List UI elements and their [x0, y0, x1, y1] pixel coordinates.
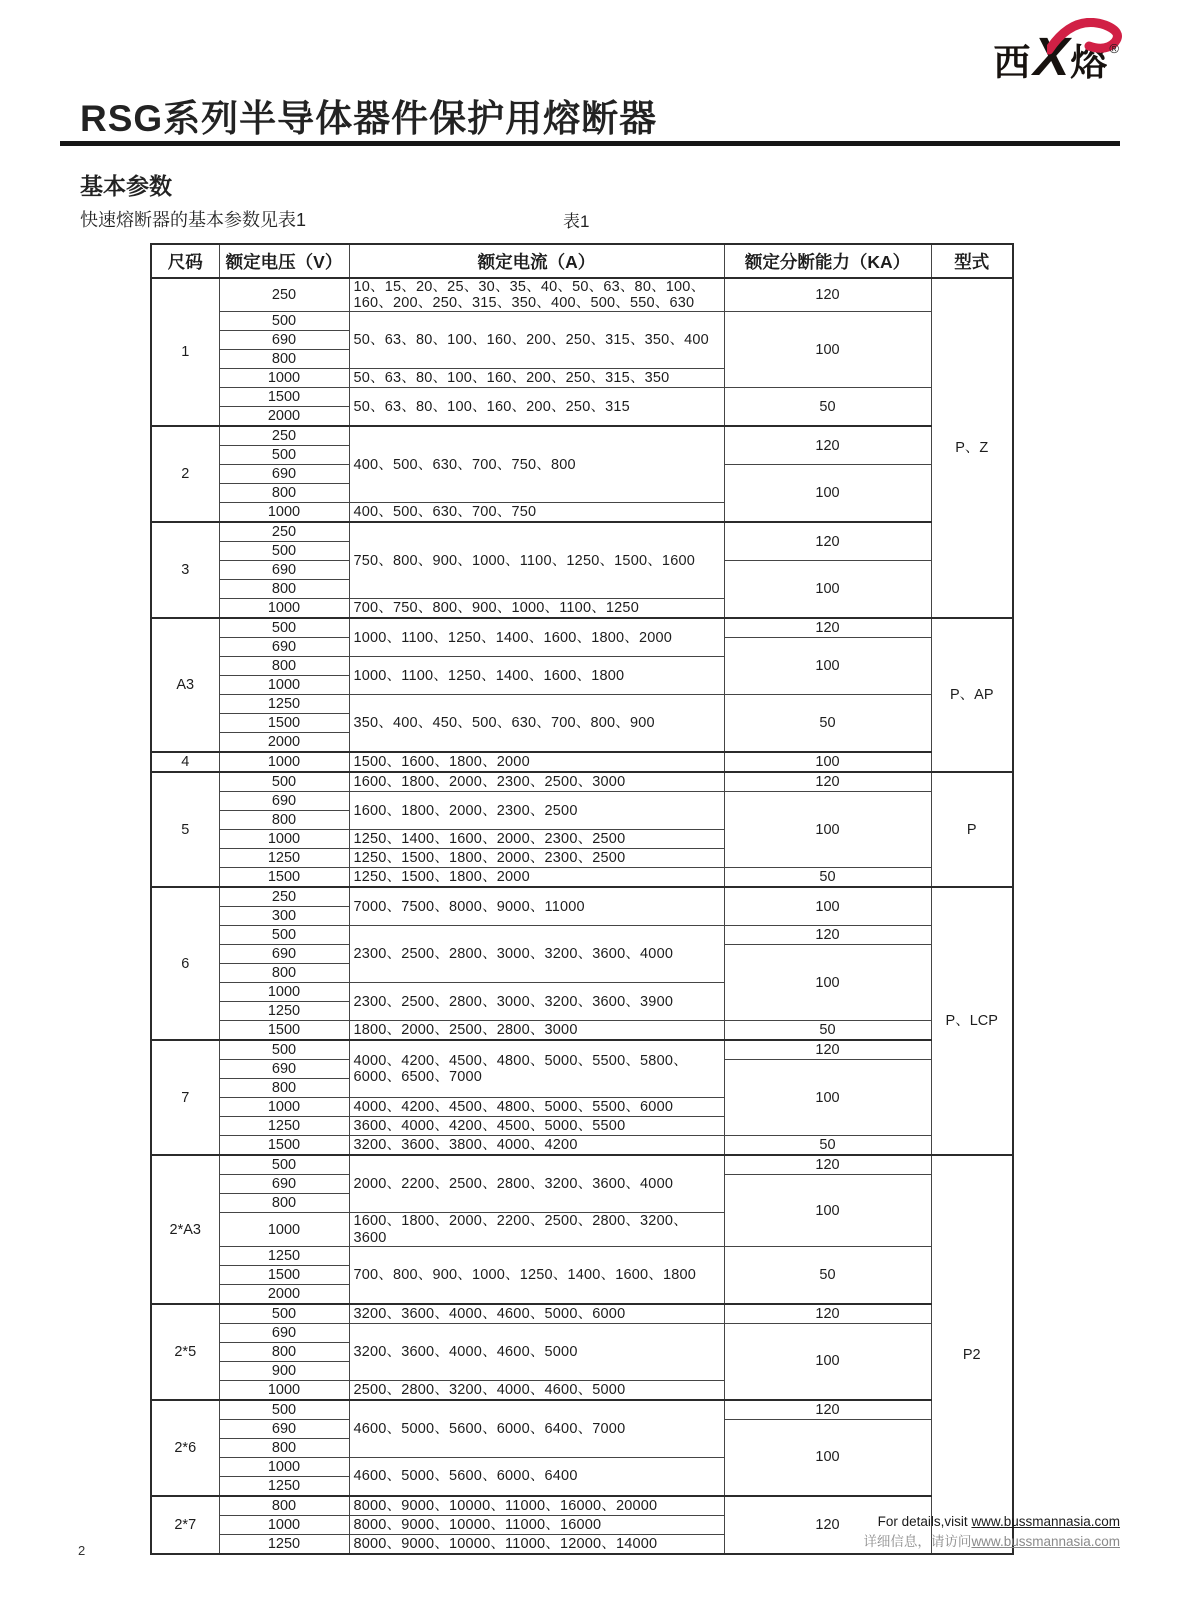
breaking-capacity-cell: 120 — [724, 926, 931, 945]
voltage-cell: 1250 — [219, 1534, 349, 1554]
breaking-capacity-cell: 50 — [724, 1246, 931, 1304]
breaking-capacity-cell: 120 — [724, 1304, 931, 1324]
size-cell: 7 — [151, 1040, 219, 1155]
voltage-cell: 300 — [219, 907, 349, 926]
voltage-cell: 690 — [219, 1323, 349, 1342]
table-caption: 快速熔断器的基本参数见表1 — [80, 210, 307, 230]
table-row — [151, 426, 1013, 446]
breaking-capacity-cell: 120 — [724, 1040, 931, 1060]
table-row — [151, 1304, 1013, 1324]
voltage-cell: 500 — [219, 1304, 349, 1324]
table-row — [151, 1400, 1013, 1420]
voltage-cell: 1500 — [219, 1136, 349, 1156]
size-cell: 2*6 — [151, 1400, 219, 1496]
voltage-cell: 1000 — [219, 1515, 349, 1534]
breaking-capacity-cell: 50 — [724, 868, 931, 888]
voltage-cell: 800 — [219, 964, 349, 983]
voltage-cell: 500 — [219, 312, 349, 331]
current-cell: 4000、4200、4500、4800、5000、5500、5800、6000、6500、7000 — [349, 1040, 724, 1098]
current-cell: 1250、1500、1800、2000、2300、2500 — [349, 849, 724, 868]
table-row — [151, 312, 1013, 331]
voltage-cell: 1500 — [219, 1265, 349, 1284]
voltage-cell: 500 — [219, 1040, 349, 1060]
page-number: 2 — [78, 1543, 86, 1558]
current-cell: 50、63、80、100、160、200、250、315、350、400 — [349, 312, 724, 369]
current-cell: 350、400、450、500、630、700、800、900 — [349, 695, 724, 753]
table-row — [151, 868, 1013, 888]
voltage-cell: 900 — [219, 1361, 349, 1380]
voltage-cell: 1000 — [219, 1213, 349, 1246]
table-row — [151, 695, 1013, 714]
voltage-cell: 500 — [219, 1400, 349, 1420]
voltage-cell: 690 — [219, 561, 349, 580]
column-header: 型式 — [931, 244, 1013, 278]
table-row — [151, 1040, 1013, 1060]
current-cell: 50、63、80、100、160、200、250、315、350 — [349, 369, 724, 388]
current-cell: 3200、3600、4000、4600、5000 — [349, 1323, 724, 1380]
footer-cn — [863, 1532, 1120, 1552]
table-label: 表1 — [563, 212, 590, 231]
voltage-cell: 1000 — [219, 503, 349, 523]
breaking-capacity-cell: 120 — [724, 278, 931, 312]
current-cell: 3200、3600、3800、4000、4200 — [349, 1136, 724, 1156]
current-cell: 1800、2000、2500、2800、3000 — [349, 1021, 724, 1041]
size-cell: 2 — [151, 426, 219, 522]
voltage-cell: 500 — [219, 1155, 349, 1175]
voltage-cell: 1250 — [219, 1002, 349, 1021]
current-cell: 7000、7500、8000、9000、11000 — [349, 887, 724, 926]
breaking-capacity-cell: 100 — [724, 945, 931, 1021]
breaking-capacity-cell: 100 — [724, 465, 931, 523]
voltage-cell: 1000 — [219, 1098, 349, 1117]
column-header: 额定电压（V） — [219, 244, 349, 278]
voltage-cell: 1250 — [219, 1476, 349, 1496]
voltage-cell: 800 — [219, 350, 349, 369]
current-cell: 1600、1800、2000、2200、2500、2800、3200、3600 — [349, 1213, 724, 1246]
voltage-cell: 500 — [219, 618, 349, 638]
voltage-cell: 1000 — [219, 1457, 349, 1476]
voltage-cell: 800 — [219, 1438, 349, 1457]
column-header: 尺码 — [151, 244, 219, 278]
size-cell: 1 — [151, 278, 219, 426]
voltage-cell: 1000 — [219, 1380, 349, 1400]
table-row — [151, 752, 1013, 772]
size-cell: 5 — [151, 772, 219, 887]
footer-en-url[interactable]: www.bussmannasia.com — [971, 1514, 1120, 1529]
current-cell: 3600、4000、4200、4500、5000、5500 — [349, 1117, 724, 1136]
table-row — [151, 792, 1013, 811]
voltage-cell: 690 — [219, 331, 349, 350]
breaking-capacity-cell: 100 — [724, 752, 931, 772]
current-cell: 4000、4200、4500、4800、5000、5500、6000 — [349, 1098, 724, 1117]
type-cell: P — [931, 772, 1013, 887]
voltage-cell: 250 — [219, 522, 349, 542]
current-cell: 2000、2200、2500、2800、3200、3600、4000 — [349, 1155, 724, 1213]
table-row — [151, 1246, 1013, 1265]
current-cell: 8000、9000、10000、11000、16000 — [349, 1515, 724, 1534]
table-row — [151, 618, 1013, 638]
current-cell: 1000、1100、1250、1400、1600、1800 — [349, 657, 724, 695]
footer-en-prefix: For details,visit — [877, 1514, 972, 1529]
current-cell: 400、500、630、700、750 — [349, 503, 724, 523]
breaking-capacity-cell: 100 — [724, 1323, 931, 1400]
voltage-cell: 1000 — [219, 369, 349, 388]
voltage-cell: 690 — [219, 792, 349, 811]
table-row — [151, 772, 1013, 792]
breaking-capacity-cell: 100 — [724, 887, 931, 926]
type-cell: P、Z — [931, 278, 1013, 618]
footer-cn-prefix: 详细信息，请访问 — [863, 1534, 972, 1550]
current-cell: 2300、2500、2800、3000、3200、3600、4000 — [349, 926, 724, 983]
voltage-cell: 690 — [219, 638, 349, 657]
size-cell: 6 — [151, 887, 219, 1040]
voltage-cell: 800 — [219, 580, 349, 599]
current-cell: 700、800、900、1000、1250、1400、1600、1800 — [349, 1246, 724, 1304]
section-heading: 基本参数 — [80, 173, 172, 199]
current-cell: 1250、1400、1600、2000、2300、2500 — [349, 830, 724, 849]
type-cell: P、LCP — [931, 887, 1013, 1155]
current-cell: 1000、1100、1250、1400、1600、1800、2000 — [349, 618, 724, 657]
current-cell: 700、750、800、900、1000、1100、1250 — [349, 599, 724, 619]
voltage-cell: 250 — [219, 426, 349, 446]
footer-en — [863, 1512, 1120, 1532]
table-row — [151, 388, 1013, 407]
voltage-cell: 1500 — [219, 388, 349, 407]
table-row — [151, 522, 1013, 542]
current-cell: 8000、9000、10000、11000、16000、20000 — [349, 1496, 724, 1516]
current-cell: 2300、2500、2800、3000、3200、3600、3900 — [349, 983, 724, 1021]
current-cell: 4600、5000、5600、6000、6400、7000 — [349, 1400, 724, 1458]
voltage-cell: 800 — [219, 811, 349, 830]
breaking-capacity-cell: 120 — [724, 426, 931, 465]
breaking-capacity-cell: 120 — [724, 1496, 931, 1554]
breaking-capacity-cell: 120 — [724, 1155, 931, 1175]
breaking-capacity-cell: 50 — [724, 388, 931, 427]
table-row — [151, 1021, 1013, 1041]
table-row — [151, 1155, 1013, 1175]
registered-mark: ® — [1109, 41, 1119, 56]
current-cell: 1500、1600、1800、2000 — [349, 752, 724, 772]
voltage-cell: 500 — [219, 926, 349, 945]
table-row — [151, 926, 1013, 945]
voltage-cell: 1250 — [219, 1117, 349, 1136]
voltage-cell: 1250 — [219, 695, 349, 714]
breaking-capacity-cell: 120 — [724, 772, 931, 792]
voltage-cell: 690 — [219, 1060, 349, 1079]
voltage-cell: 1000 — [219, 599, 349, 619]
voltage-cell: 690 — [219, 465, 349, 484]
voltage-cell: 500 — [219, 542, 349, 561]
voltage-cell: 2000 — [219, 407, 349, 427]
breaking-capacity-cell: 100 — [724, 792, 931, 868]
footer-cn-url[interactable]: www.bussmannasia.com — [971, 1534, 1120, 1550]
voltage-cell: 1500 — [219, 714, 349, 733]
breaking-capacity-cell: 100 — [724, 312, 931, 388]
breaking-capacity-cell: 50 — [724, 1021, 931, 1041]
voltage-cell: 2000 — [219, 1284, 349, 1304]
breaking-capacity-cell: 120 — [724, 618, 931, 638]
size-cell: 4 — [151, 752, 219, 772]
voltage-cell: 690 — [219, 945, 349, 964]
current-cell: 1600、1800、2000、2300、2500 — [349, 792, 724, 830]
breaking-capacity-cell: 100 — [724, 1060, 931, 1136]
column-header: 额定电流（A） — [349, 244, 724, 278]
brand-logo — [993, 27, 1119, 87]
voltage-cell: 250 — [219, 278, 349, 312]
current-cell: 750、800、900、1000、1100、1250、1500、1600 — [349, 522, 724, 599]
voltage-cell: 800 — [219, 657, 349, 676]
breaking-capacity-cell: 50 — [724, 1136, 931, 1156]
size-cell: 2*5 — [151, 1304, 219, 1400]
breaking-capacity-cell: 100 — [724, 1175, 931, 1246]
current-cell: 8000、9000、10000、11000、12000、14000 — [349, 1534, 724, 1554]
size-cell: 2*A3 — [151, 1155, 219, 1303]
breaking-capacity-cell: 100 — [724, 1419, 931, 1496]
voltage-cell: 1250 — [219, 849, 349, 868]
current-cell: 4600、5000、5600、6000、6400 — [349, 1457, 724, 1496]
voltage-cell: 800 — [219, 1342, 349, 1361]
title-divider — [60, 141, 1120, 146]
voltage-cell: 500 — [219, 772, 349, 792]
voltage-cell: 800 — [219, 1194, 349, 1213]
voltage-cell: 690 — [219, 1175, 349, 1194]
voltage-cell: 800 — [219, 1496, 349, 1516]
logo-char-right: 熔 — [1070, 42, 1108, 83]
type-cell: P、AP — [931, 618, 1013, 772]
breaking-capacity-cell: 50 — [724, 695, 931, 753]
size-cell: 2*7 — [151, 1496, 219, 1554]
current-cell: 10、15、20、25、30、35、40、50、63、80、100、160、200、250、315、350、400、500、550、630 — [349, 278, 724, 312]
breaking-capacity-cell: 100 — [724, 638, 931, 695]
voltage-cell: 1500 — [219, 868, 349, 888]
current-cell: 2500、2800、3200、4000、4600、5000 — [349, 1380, 724, 1400]
current-cell: 50、63、80、100、160、200、250、315 — [349, 388, 724, 427]
table-row — [151, 1136, 1013, 1156]
voltage-cell: 500 — [219, 446, 349, 465]
voltage-cell: 1250 — [219, 1246, 349, 1265]
column-header: 额定分断能力（KA） — [724, 244, 931, 278]
logo-x: X — [1033, 30, 1069, 84]
table-row — [151, 887, 1013, 907]
voltage-cell: 2000 — [219, 733, 349, 753]
size-cell: 3 — [151, 522, 219, 618]
logo-char-left: 西 — [993, 42, 1031, 83]
voltage-cell: 690 — [219, 1419, 349, 1438]
table-header-row — [151, 244, 1013, 278]
voltage-cell: 1000 — [219, 752, 349, 772]
table-body — [151, 278, 1013, 1554]
voltage-cell: 1000 — [219, 676, 349, 695]
voltage-cell: 800 — [219, 1079, 349, 1098]
breaking-capacity-cell: 120 — [724, 522, 931, 561]
voltage-cell: 250 — [219, 887, 349, 907]
breaking-capacity-cell: 100 — [724, 561, 931, 619]
voltage-cell: 1000 — [219, 830, 349, 849]
voltage-cell: 1500 — [219, 1021, 349, 1041]
current-cell: 400、500、630、700、750、800 — [349, 426, 724, 503]
type-cell: P2 — [931, 1155, 1013, 1553]
voltage-cell: 1000 — [219, 983, 349, 1002]
table-row — [151, 1323, 1013, 1342]
voltage-cell: 800 — [219, 484, 349, 503]
parameters-table — [150, 243, 1014, 1555]
size-cell: A3 — [151, 618, 219, 752]
page-title: RSG系列半导体器件保护用熔断器 — [80, 98, 658, 139]
breaking-capacity-cell: 120 — [724, 1400, 931, 1420]
current-cell: 1250、1500、1800、2000 — [349, 868, 724, 888]
current-cell: 3200、3600、4000、4600、5000、6000 — [349, 1304, 724, 1324]
page-footer — [863, 1512, 1120, 1553]
current-cell: 1600、1800、2000、2300、2500、3000 — [349, 772, 724, 792]
table-row — [151, 278, 1013, 312]
